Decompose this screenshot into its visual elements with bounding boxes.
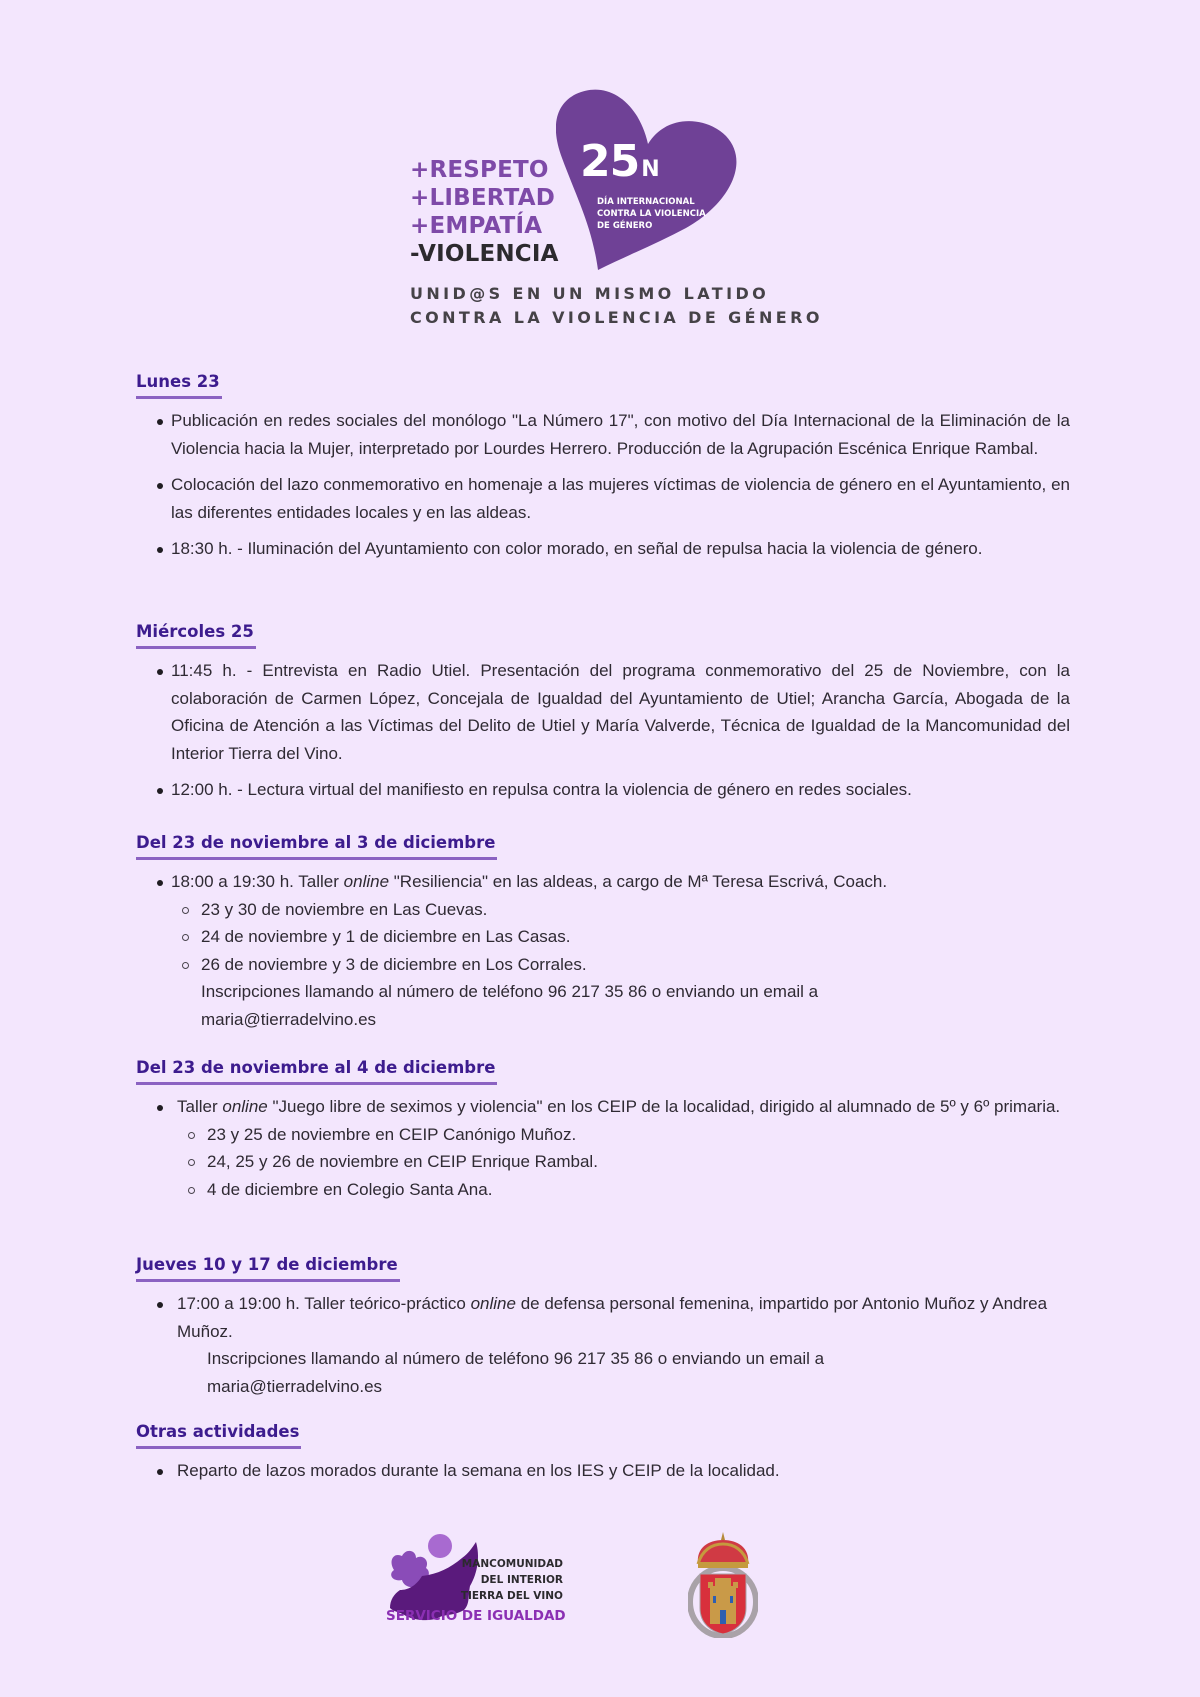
- list-item: Publicación en redes sociales del monólogo "La Número 17", con motivo del Día Internacional de la Eliminación de la Violencia hacia la Mujer, interpretado por Lourdes Herrero. Producción de la Agrupación Escénica Enrique Rambal.: [136, 407, 1070, 462]
- sub-list-item: 23 y 25 de noviembre en CEIP Canónigo Muñoz.: [177, 1121, 1070, 1149]
- section-jueves-10-17: [136, 1255, 1070, 1400]
- badge-25n: [580, 136, 706, 232]
- slogan: [410, 156, 559, 268]
- registration-note: Inscripciones llamando al número de teléfono 96 217 35 86 o enviando un email a maria@tierradelvino.es: [177, 1345, 1070, 1400]
- list-item: Reparto de lazos morados durante la semana en los IES y CEIP de la localidad.: [136, 1457, 1070, 1485]
- section-title: Otras actividades: [136, 1422, 301, 1449]
- badge-letter: N: [641, 157, 660, 182]
- badge-subtitle-line: DE GÉNERO: [597, 221, 653, 231]
- coat-of-arms-icon: [688, 1530, 758, 1638]
- tagline-line: UNID@S EN UN MISMO LATIDO: [410, 284, 770, 303]
- mancomunidad-name: MANCOMUNIDAD DEL INTERIOR TIERRA DEL VINO: [460, 1558, 563, 1602]
- tagline: [410, 282, 823, 330]
- sub-list-item: 4 de diciembre en Colegio Santa Ana.: [177, 1176, 1070, 1204]
- section-23nov-3dic: [136, 833, 1070, 1033]
- sub-list-item: 26 de noviembre y 3 de diciembre en Los Corrales.: [171, 951, 1070, 979]
- servicio-igualdad: SERVICIO DE IGUALDAD: [386, 1608, 566, 1624]
- list-item: Colocación del lazo conmemorativo en homenaje a las mujeres víctimas de violencia de género en el Ayuntamiento, en las diferentes entidades locales y en las aldeas.: [136, 471, 1070, 526]
- list-item: 11:45 h. - Entrevista en Radio Utiel. Presentación del programa conmemorativo del 25 de Noviembre, con la colaboración de Carmen López, Concejala de Igualdad del Ayuntamiento de Utiel; Arancha García, Abogada de la Oficina de Atención a las Víctimas del Delito de Utiel y María Valverde, Técnica de Igualdad de la Mancomunidad del Interior Tierra del Vino.: [136, 657, 1070, 767]
- list-item: 17:00 a 19:00 h. Taller teórico-práctico online de defensa personal femenina, impartido por Antonio Muñoz y Andrea Muñoz. Inscripciones llamando al número de teléfono 96 217 35 86 o enviando un email a maria@tierradelvino.es: [136, 1290, 1070, 1400]
- badge-subtitle-line: DÍA INTERNACIONAL: [597, 197, 695, 207]
- sub-list-item: 24 de noviembre y 1 de diciembre en Las Casas.: [171, 923, 1070, 951]
- registration-note: Inscripciones llamando al número de teléfono 96 217 35 86 o enviando un email a maria@tierradelvino.es: [171, 978, 1070, 1033]
- slogan-respeto: +RESPETO: [410, 157, 549, 183]
- list-item: 18:30 h. - Iluminación del Ayuntamiento con color morado, en señal de repulsa hacia la violencia de género.: [136, 535, 1070, 563]
- section-title: Miércoles 25: [136, 622, 256, 649]
- slogan-libertad: +LIBERTAD: [410, 185, 555, 211]
- tagline-line: CONTRA LA VIOLENCIA DE GÉNERO: [410, 308, 823, 327]
- sub-list-item: 24, 25 y 26 de noviembre en CEIP Enrique Rambal.: [177, 1148, 1070, 1176]
- list-item: 18:00 a 19:30 h. Taller online "Resiliencia" en las aldeas, a cargo de Mª Teresa Escrivá, Coach. 23 y 30 de noviembre en Las Cuevas. 24 de noviembre y 1 de diciembre en Las Casas. 26 de noviembre y 3 de diciembre en Los Corrales. Inscripciones llamando al número de teléfono 96 217 35 86 o enviando un email a maria@tierradelvino.es: [136, 868, 1070, 1033]
- list-item: Taller online "Juego libre de seximos y violencia" en los CEIP de la localidad, dirigido al alumnado de 5º y 6º primaria. 23 y 25 de noviembre en CEIP Canónigo Muñoz. 24, 25 y 26 de noviembre en CEIP Enrique Rambal. 4 de diciembre en Colegio Santa Ana.: [136, 1093, 1070, 1203]
- badge-subtitle-line: CONTRA LA VIOLENCIA: [597, 209, 706, 219]
- slogan-empatia: +EMPATÍA: [410, 213, 543, 239]
- email-link[interactable]: maria@tierradelvino.es: [201, 1009, 377, 1029]
- section-otras-actividades: [136, 1422, 1070, 1494]
- section-title: Del 23 de noviembre al 4 de diciembre: [136, 1058, 497, 1085]
- slogan-violencia: -VIOLENCIA: [410, 241, 559, 267]
- section-title: Lunes 23: [136, 372, 222, 399]
- section-title: Jueves 10 y 17 de diciembre: [136, 1255, 400, 1282]
- badge-number: 25: [580, 136, 640, 187]
- section-title: Del 23 de noviembre al 3 de diciembre: [136, 833, 497, 860]
- sub-list-item: 23 y 30 de noviembre en Las Cuevas.: [171, 896, 1070, 924]
- list-item: 12:00 h. - Lectura virtual del manifiesto en repulsa contra la violencia de género en redes sociales.: [136, 776, 1070, 804]
- email-link[interactable]: maria@tierradelvino.es: [207, 1376, 383, 1396]
- section-23nov-4dic: [136, 1058, 1070, 1212]
- section-lunes-23: [136, 372, 1070, 572]
- section-miercoles-25: [136, 622, 1070, 813]
